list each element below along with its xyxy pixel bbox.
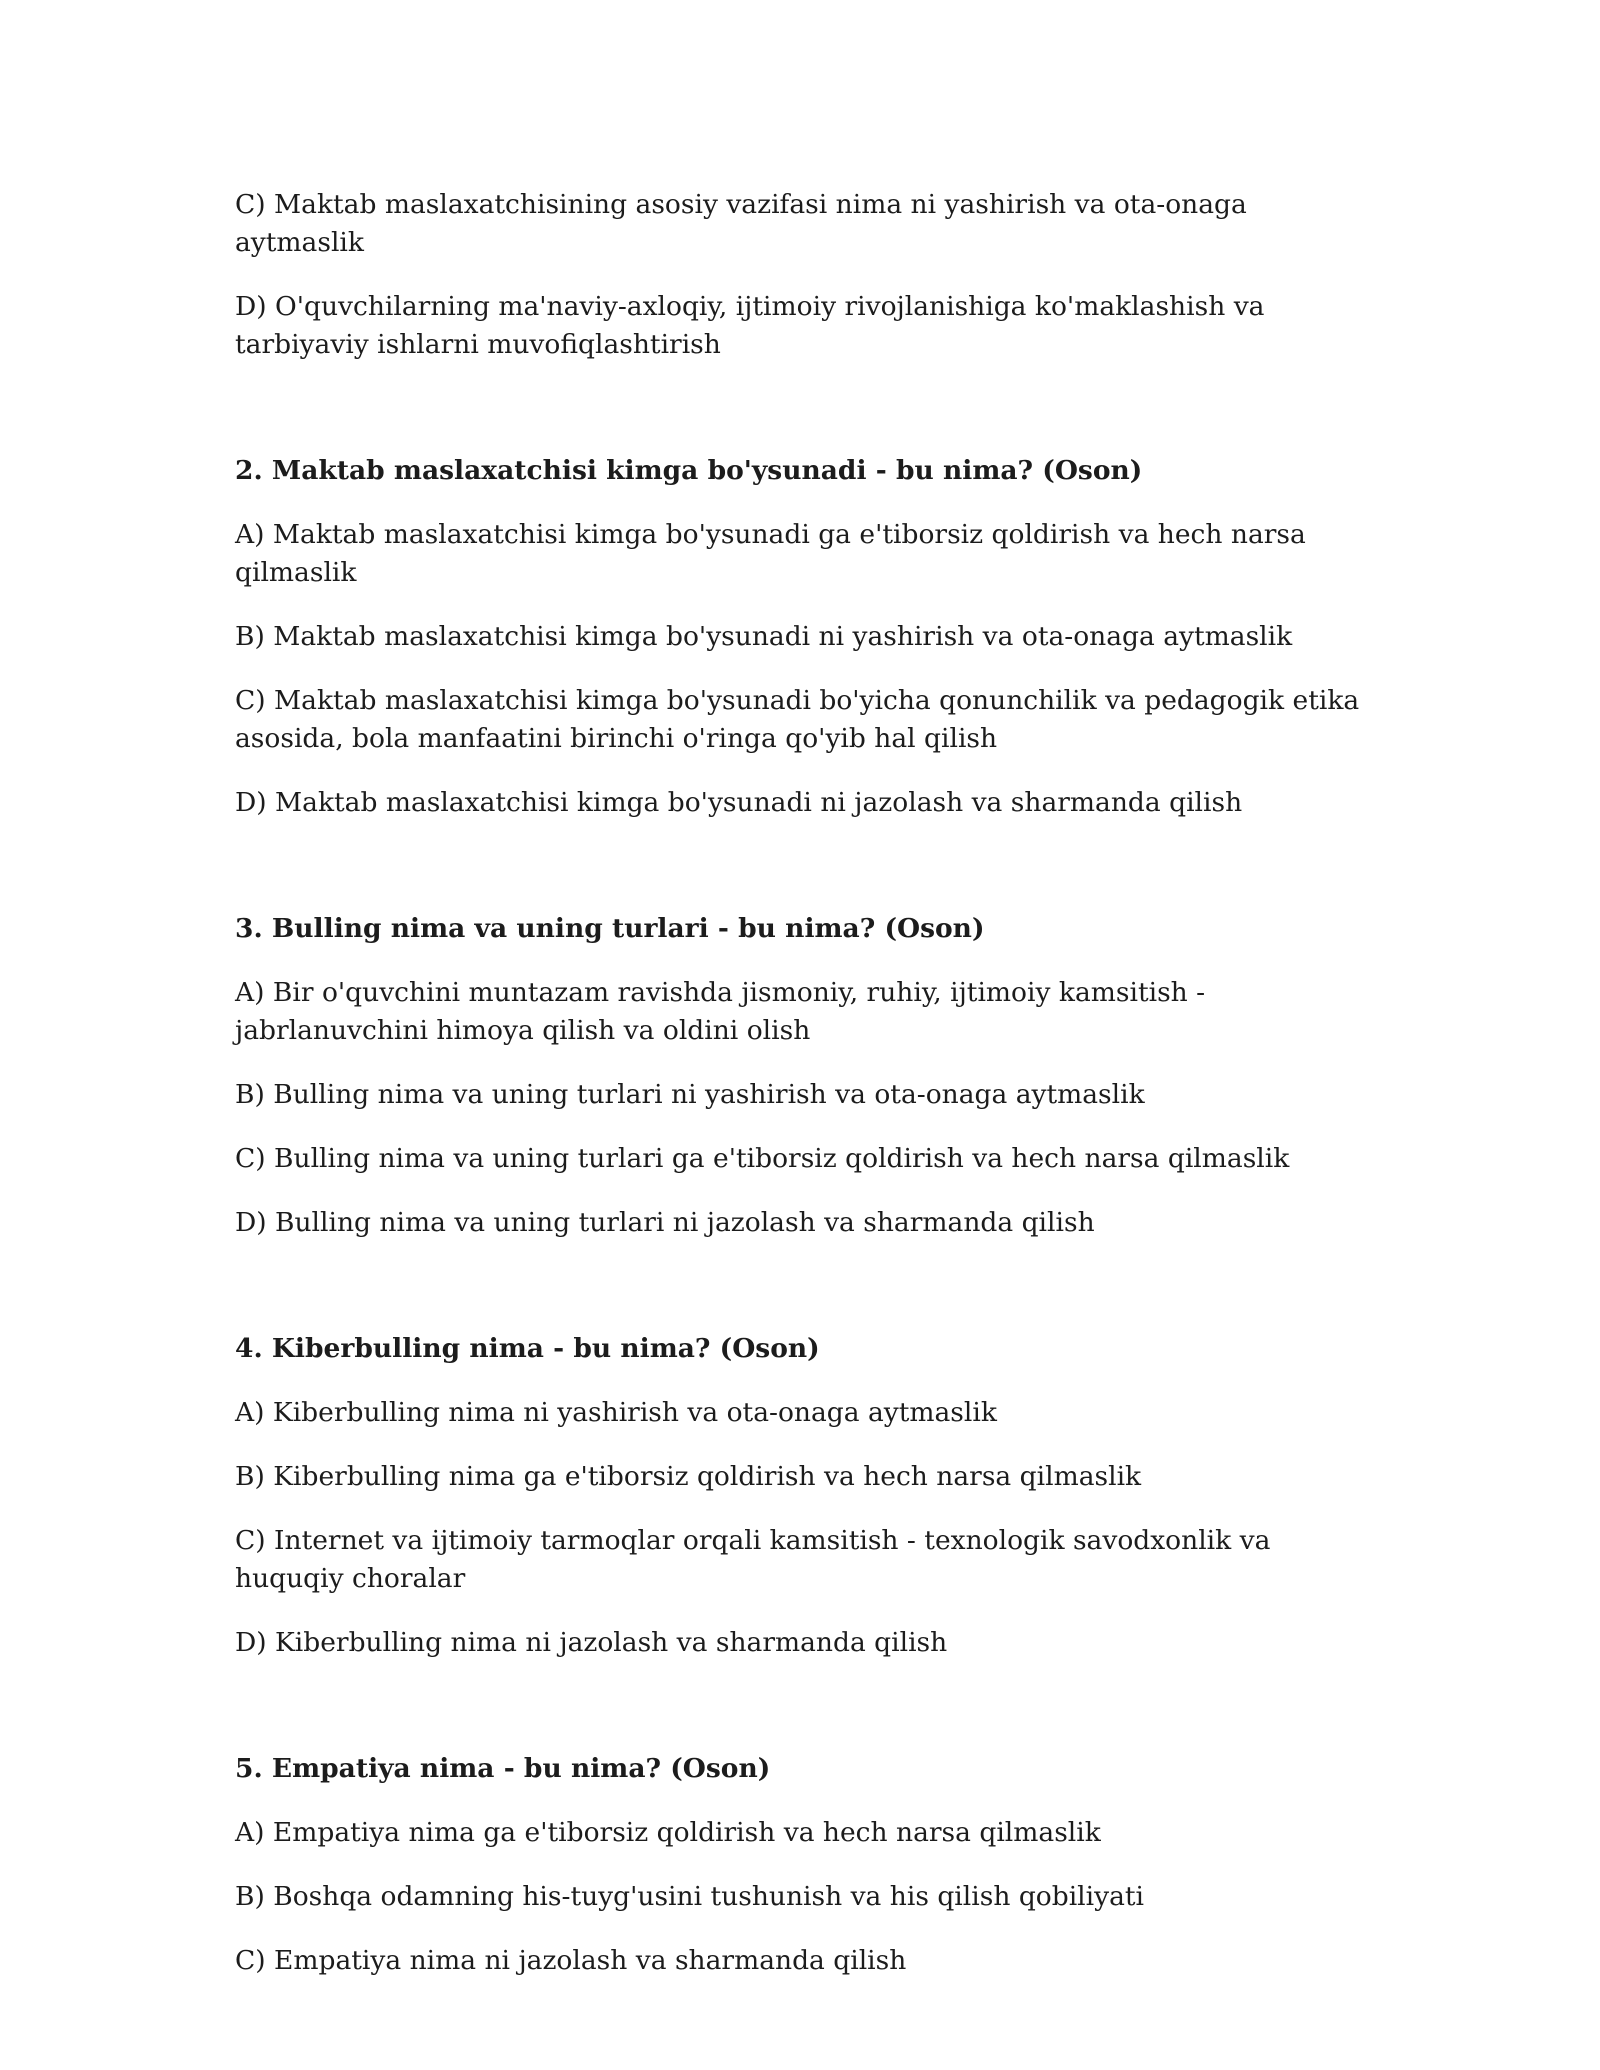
answer-option-5c: C) Empatiya nima ni jazolash va sharmanda qilish — [235, 1945, 907, 1976]
answer-option-2c: C) Maktab maslaxatchisi kimga bo'ysunadi bo'yicha qonunchilik va pedagogik etika asosida, bola manfaatini birinchi o'ringa qo'yib hal qilish — [235, 685, 1360, 754]
question-1-continued — [235, 186, 1365, 364]
document-page — [235, 186, 1365, 2006]
question-title: 2. Maktab maslaxatchisi kimga bo'ysunadi - bu nima? (Oson) — [235, 455, 1143, 486]
answer-option-1d: D) O'quvchilarning ma'naviy-axloqiy, ijtimoiy rivojlanishiga ko'maklashish va tarbiyaviy ishlarni muvofiqlashtirish — [235, 291, 1265, 360]
answer-option-5b: B) Boshqa odamning his-tuyg'usini tushunish va his qilish qobiliyati — [235, 1881, 1145, 1912]
answer-option-4b: B) Kiberbulling nima ga e'tiborsiz qoldirish va hech narsa qilmaslik — [235, 1461, 1142, 1492]
answer-option-2d: D) Maktab maslaxatchisi kimga bo'ysunadi ni jazolash va sharmanda qilish — [235, 787, 1243, 818]
question-title: 4. Kiberbulling nima - bu nima? (Oson) — [235, 1333, 820, 1364]
answer-option-3d: D) Bulling nima va uning turlari ni jazolash va sharmanda qilish — [235, 1207, 1095, 1238]
answer-option-4a: A) Kiberbulling nima ni yashirish va ota-onaga aytmaslik — [235, 1397, 997, 1428]
answer-option-3a: A) Bir o'quvchini muntazam ravishda jismoniy, ruhiy, ijtimoiy kamsitish - jabrlanuvchini himoya qilish va oldini olish — [235, 977, 1206, 1046]
question-title: 5. Empatiya nima - bu nima? (Oson) — [235, 1753, 771, 1784]
answer-option-3c: C) Bulling nima va uning turlari ga e'tiborsiz qoldirish va hech narsa qilmaslik — [235, 1143, 1290, 1174]
question-5 — [235, 1750, 1365, 1980]
answer-option-4c: C) Internet va ijtimoiy tarmoqlar orqali kamsitish - texnologik savodxonlik va huquqiy choralar — [235, 1525, 1271, 1594]
question-2 — [235, 452, 1365, 822]
answer-option-1c: C) Maktab maslaxatchisining asosiy vazifasi nima ni yashirish va ota-onaga aytmaslik — [235, 189, 1247, 258]
answer-option-4d: D) Kiberbulling nima ni jazolash va sharmanda qilish — [235, 1627, 948, 1658]
question-3 — [235, 910, 1365, 1242]
question-title: 3. Bulling nima va uning turlari - bu nima? (Oson) — [235, 913, 985, 944]
answer-option-5a: A) Empatiya nima ga e'tiborsiz qoldirish va hech narsa qilmaslik — [235, 1817, 1101, 1848]
answer-option-3b: B) Bulling nima va uning turlari ni yashirish va ota-onaga aytmaslik — [235, 1079, 1145, 1110]
question-4 — [235, 1330, 1365, 1662]
answer-option-2b: B) Maktab maslaxatchisi kimga bo'ysunadi ni yashirish va ota-onaga aytmaslik — [235, 621, 1293, 652]
answer-option-2a: A) Maktab maslaxatchisi kimga bo'ysunadi ga e'tiborsiz qoldirish va hech narsa qilmaslik — [235, 519, 1306, 588]
